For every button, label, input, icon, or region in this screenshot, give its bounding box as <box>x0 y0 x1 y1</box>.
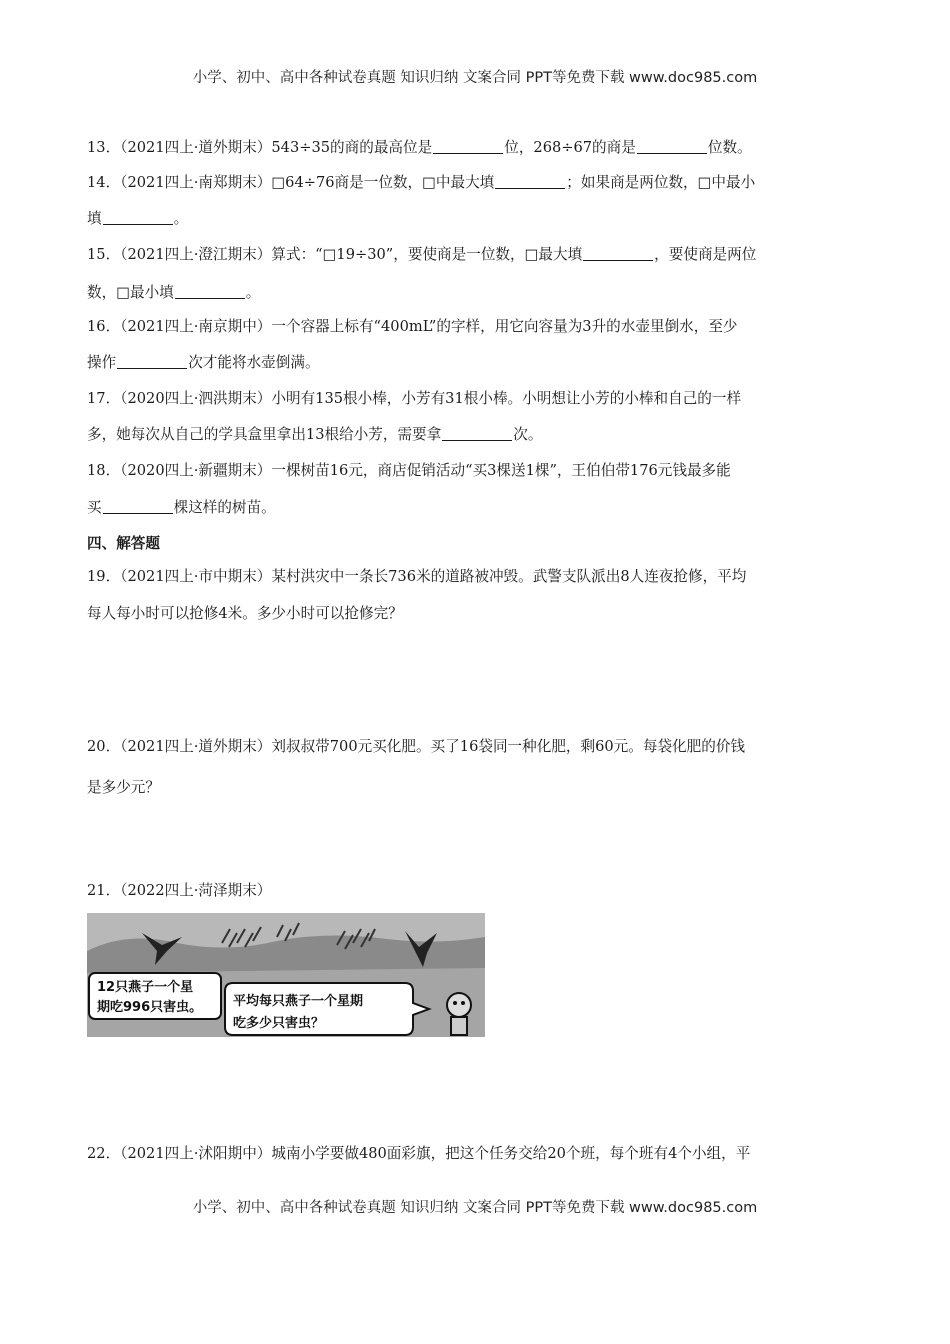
q17-text-b: 多，她每次从自己的学具盒里拿出13根给小芳，需要拿 <box>87 426 442 443</box>
answer-blank[interactable] <box>103 498 173 514</box>
bubble-left-line-1: 12只燕子一个星 <box>97 980 194 995</box>
q15-text-c: 数，□最小填 <box>87 284 174 301</box>
q15-text-a: 15．（2021四上·澄江期末）算式：“□19÷30”，要使商是一位数，□最大填 <box>87 246 583 263</box>
q14-text-c: 填 <box>87 210 102 227</box>
cartoon-character-icon <box>447 993 471 1035</box>
question-20 <box>87 736 867 758</box>
q13-text-a: 13．（2021四上·道外期末）543÷35的商的最高位是 <box>87 139 433 156</box>
q19-text-b: 每人每小时可以抢修4米。多少小时可以抢修完？ <box>87 605 403 622</box>
swallow-cartoon-image <box>87 913 485 1037</box>
q15-text-b: ，要使商是两位 <box>654 246 757 263</box>
bubble-right-line-2: 吃多少只害虫？ <box>233 1016 325 1031</box>
question-22 <box>87 1143 867 1165</box>
q20-text-b: 是多少元？ <box>87 779 160 796</box>
question-17 <box>87 388 867 410</box>
question-14-line-2 <box>87 208 867 230</box>
q14-text-a: 14．（2021四上·南郑期末）□64÷76商是一位数，□中最大填 <box>87 174 495 191</box>
question-21 <box>87 880 867 902</box>
q17-text-c: 次。 <box>513 426 543 443</box>
answer-blank[interactable] <box>495 173 565 189</box>
question-18 <box>87 460 867 482</box>
q21-text-a: 21．（2022四上·菏泽期末） <box>87 882 272 899</box>
section-title: 四、解答题 <box>87 535 160 552</box>
bubble-right-line-1: 平均每只燕子一个星期 <box>233 994 364 1009</box>
question-18-line-2 <box>87 497 867 519</box>
q18-text-b: 买 <box>87 499 102 516</box>
q14-text-d: 。 <box>173 210 189 227</box>
question-20-line-2 <box>87 777 867 799</box>
answer-blank[interactable] <box>637 138 707 154</box>
answer-blank[interactable] <box>175 283 245 299</box>
q16-text-a: 16．（2021四上·南京期中）一个容器上标有“400mL”的字样，用它向容量为3升的水壶里倒水，至少 <box>87 318 738 335</box>
question-15-line-2 <box>87 282 867 304</box>
q16-text-c: 次才能将水壶倒满。 <box>188 354 320 371</box>
answer-blank[interactable] <box>583 245 653 261</box>
q17-text-a: 17．（2020四上·泗洪期末）小明有135根小棒，小芳有31根小棒。小明想让小芳的小棒和自己的一样 <box>87 390 742 407</box>
q16-text-b: 操作 <box>87 354 117 371</box>
answer-blank[interactable] <box>433 138 503 154</box>
q18-text-a: 18．（2020四上·新疆期末）一棵树苗16元，商店促销活动“买3棵送1棵”，王伯伯带176元钱最多能 <box>87 462 731 479</box>
question-16-line-2 <box>87 352 867 374</box>
question-19 <box>87 566 867 588</box>
q20-text-a: 20．（2021四上·道外期末）刘叔叔带700元买化肥。买了16袋同一种化肥，剩60元。每袋化肥的价钱 <box>87 738 746 755</box>
q19-text-a: 19．（2021四上·市中期末）某村洪灾中一条长736米的道路被冲毁。武警支队派出8人连夜抢修，平均 <box>87 568 747 585</box>
q18-text-c: 棵这样的树苗。 <box>173 499 276 516</box>
page-footer: 小学、初中、高中各种试卷真题 知识归纳 文案合同 PPT等免费下载 www.doc985.com <box>192 1200 758 1216</box>
question-17-line-2 <box>87 424 867 446</box>
q22-text-a: 22．（2021四上·沭阳期中）城南小学要做480面彩旗，把这个任务交给20个班，每个班有4个小组，平 <box>87 1145 751 1162</box>
answer-blank[interactable] <box>117 353 187 369</box>
q14-text-b: ；如果商是两位数，□中最小 <box>566 174 756 191</box>
answer-blank[interactable] <box>103 209 173 225</box>
question-14 <box>87 172 867 194</box>
question-13 <box>87 137 867 159</box>
answer-blank[interactable] <box>442 425 512 441</box>
q13-text-c: 位数。 <box>707 139 752 156</box>
question-16 <box>87 316 867 338</box>
bubble-left-line-2: 期吃996只害虫。 <box>97 1000 203 1015</box>
speech-bubble-right <box>225 983 429 1035</box>
speech-bubble-left <box>89 973 221 1019</box>
q13-text-b: 位，268÷67的商是 <box>504 139 636 156</box>
q15-text-d: 。 <box>245 284 261 301</box>
question-15 <box>87 244 867 266</box>
question-19-line-2 <box>87 603 867 625</box>
page-header: 小学、初中、高中各种试卷真题 知识归纳 文案合同 PPT等免费下载 www.doc985.com <box>192 70 758 86</box>
